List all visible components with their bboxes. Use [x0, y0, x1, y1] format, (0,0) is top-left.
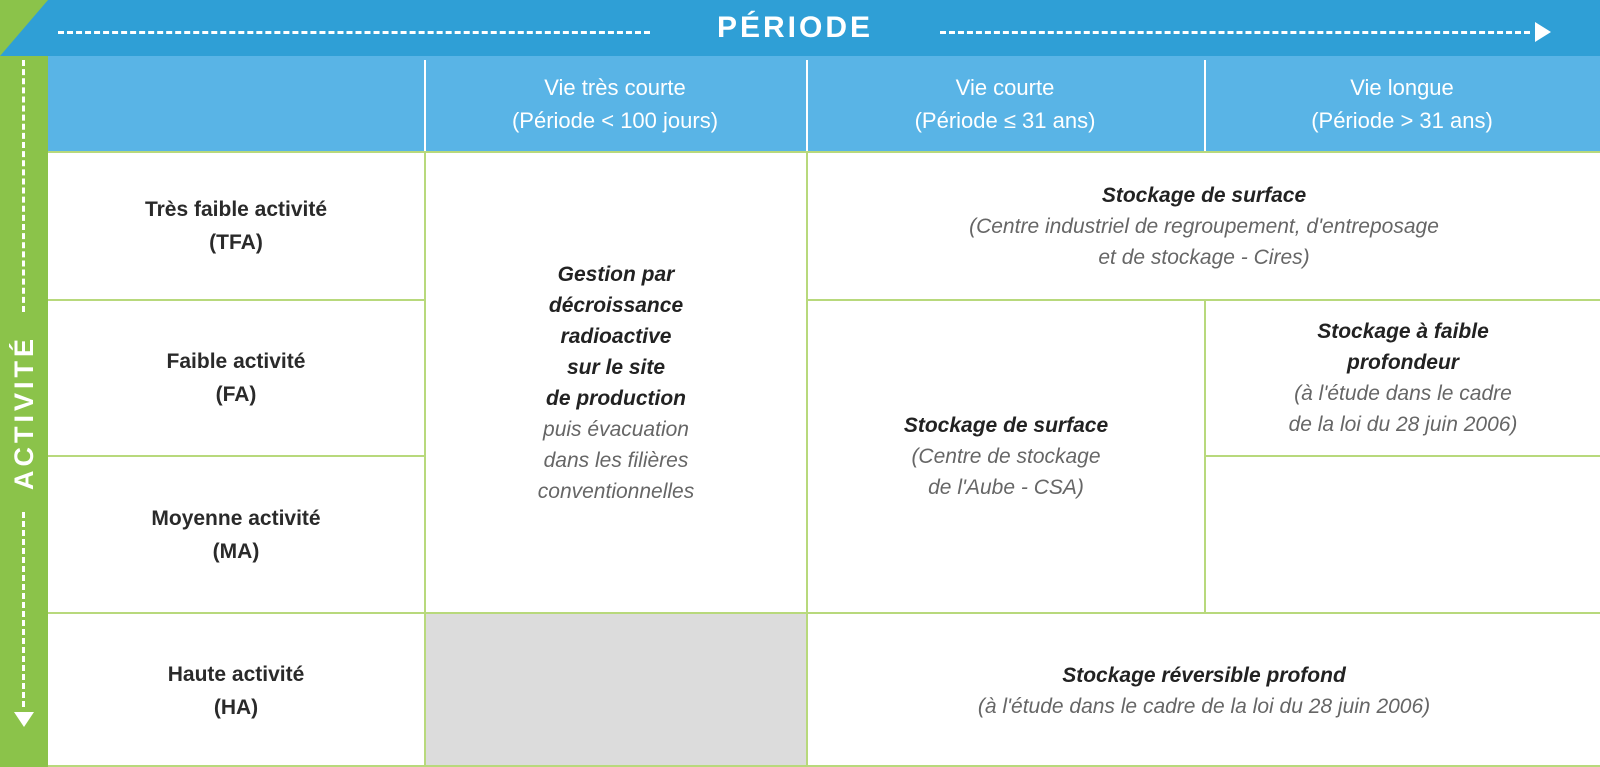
axis-corner — [0, 0, 48, 56]
grid-line — [424, 151, 426, 767]
row-label-ha: Haute activité (HA) — [48, 614, 424, 767]
cell-detail: et de stockage - Cires) — [1098, 245, 1310, 269]
column-header-label: Vie courte — [955, 74, 1055, 100]
grid-line — [1204, 455, 1600, 457]
row-label-tfa: Très faible activité (TFA) — [48, 153, 424, 299]
cell-title: Stockage à faible — [1317, 320, 1489, 343]
grid-line — [1204, 299, 1206, 614]
header-divider — [1204, 60, 1206, 151]
decay-detail-line: puis évacuation — [543, 417, 689, 441]
column-header-long — [1204, 56, 1600, 151]
cell-shallow-storage — [1206, 301, 1600, 455]
header-divider — [424, 60, 426, 151]
grid-line — [48, 455, 424, 457]
grid-line — [48, 299, 424, 301]
cell-fma-surface-storage — [808, 301, 1204, 612]
cell-detail: (à l'étude dans le cadre de la loi du 28 juin 2006) — [977, 694, 1431, 718]
column-header-label: Vie longue — [1350, 74, 1454, 100]
cell-tfa-surface-storage — [808, 153, 1600, 299]
activity-axis — [0, 0, 48, 767]
grid-line — [48, 151, 1600, 153]
cell-deep-storage — [808, 614, 1600, 767]
cell-detail: (à l'étude dans le cadre — [1294, 382, 1512, 405]
cell-title: Stockage de surface — [1101, 183, 1307, 207]
decay-detail-line: dans les filières — [543, 448, 689, 472]
activity-axis-dashes-top — [22, 60, 25, 312]
cell-title: profondeur — [1347, 351, 1459, 374]
decay-title-line: Gestion par — [557, 262, 675, 286]
cell-title: Stockage réversible profond — [1062, 663, 1346, 687]
column-header-short — [806, 56, 1204, 151]
column-header-very-short — [424, 56, 806, 151]
header-corner — [48, 56, 424, 151]
header-divider — [806, 60, 808, 151]
decay-title-line: radioactive — [560, 324, 672, 348]
cell-detail: de l'Aube - CSA) — [928, 476, 1084, 499]
cell-detail: (Centre industriel de regroupement, d'entreposage — [969, 214, 1439, 238]
cell-empty-ha-very-short — [426, 614, 806, 767]
row-label-ma: Moyenne activité (MA) — [48, 457, 424, 612]
grid-line — [806, 151, 808, 767]
cell-detail: de la loi du 28 juin 2006) — [1288, 413, 1518, 436]
decay-title-line: de production — [546, 386, 686, 410]
period-axis — [0, 0, 1600, 56]
cell-decay-management — [426, 153, 806, 612]
decay-title-line: décroissance — [548, 293, 684, 317]
column-header-sub: (Période > 31 ans) — [1311, 107, 1493, 133]
column-header-sub: (Période ≤ 31 ans) — [914, 107, 1096, 133]
decay-title-line: sur le site — [566, 355, 666, 379]
row-label-fa: Faible activité (FA) — [48, 301, 424, 455]
cell-title: Stockage de surface — [903, 414, 1109, 437]
period-axis-title: PÉRIODE — [716, 11, 874, 44]
column-header-sub: (Période < 100 jours) — [511, 107, 719, 133]
cell-detail: (Centre de stockage — [911, 445, 1101, 468]
period-axis-dashes-left — [58, 31, 650, 34]
decay-detail-line: conventionnelles — [537, 479, 695, 503]
grid-line — [48, 612, 1600, 614]
activity-axis-title: ACTIVITÉ — [8, 334, 39, 490]
activity-axis-dashes-bottom — [22, 512, 25, 707]
column-header-label: Vie très courte — [544, 74, 686, 100]
period-axis-dashes-right — [940, 31, 1530, 34]
right-arrow-icon — [1535, 22, 1551, 42]
grid-line — [806, 299, 1600, 301]
down-arrow-icon — [14, 712, 34, 727]
